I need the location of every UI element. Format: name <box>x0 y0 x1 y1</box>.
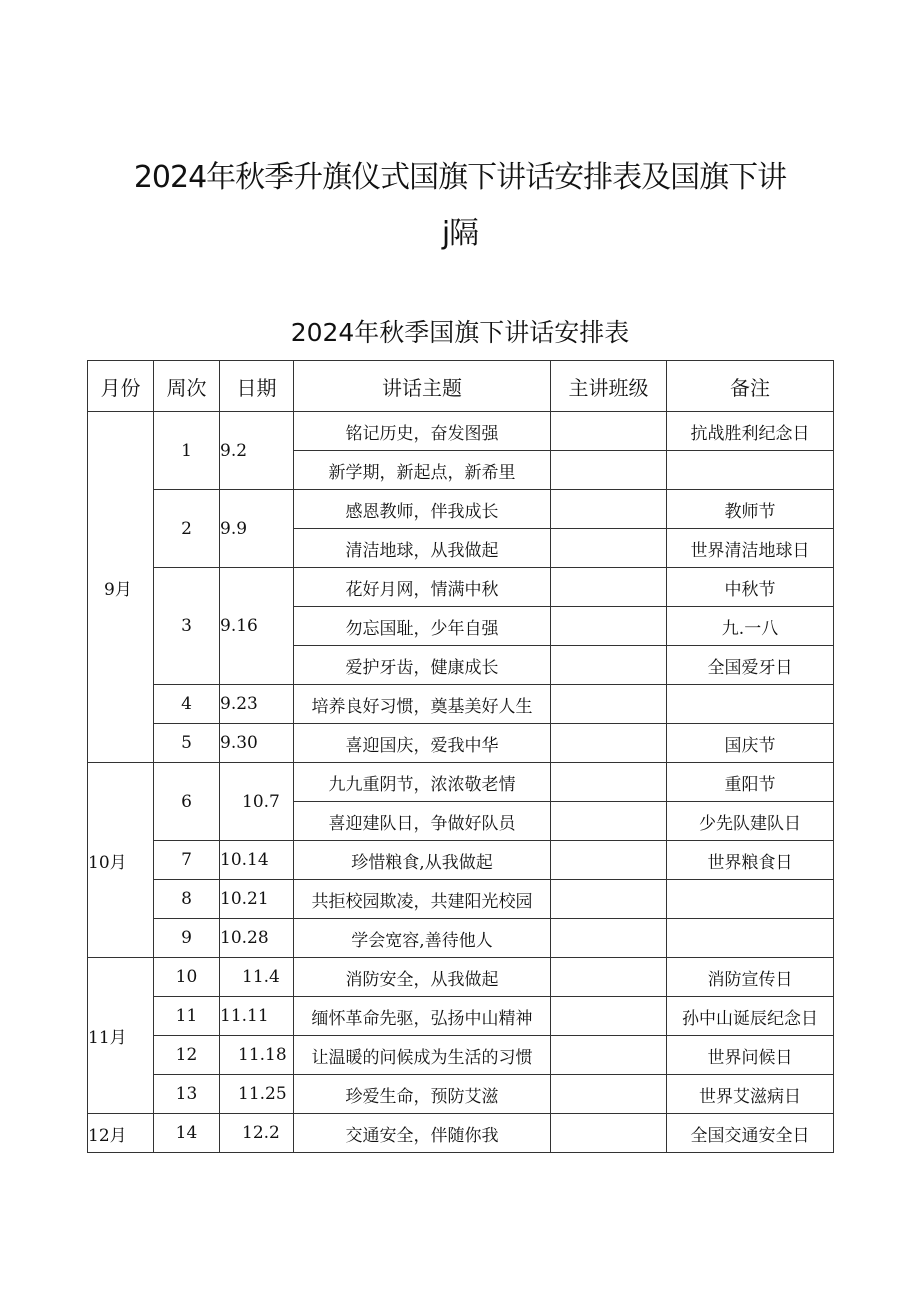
note-cell: 国庆节 <box>667 724 834 763</box>
note-cell: 世界艾滋病日 <box>667 1075 834 1114</box>
table-row <box>88 958 834 997</box>
note-cell: 世界粮食日 <box>667 841 834 880</box>
date-cell: 11.18 <box>220 1036 294 1075</box>
table-row <box>88 724 834 763</box>
note-cell: 抗战胜利纪念日 <box>667 412 834 451</box>
page-title-line-2: j隔 <box>441 216 479 251</box>
week-cell: 12 <box>154 1036 220 1075</box>
topic-cell: 九九重阴节，浓浓敬老情 <box>294 763 551 802</box>
week-cell: 4 <box>154 685 220 724</box>
table-row <box>88 685 834 724</box>
week-cell: 1 <box>154 412 220 490</box>
class-cell <box>551 802 667 841</box>
class-cell <box>551 763 667 802</box>
page-title-line-1: 2024年秋季升旗仪式国旗下讲话安排表及国旗下讲 <box>133 160 787 195</box>
week-cell: 2 <box>154 490 220 568</box>
note-cell: 重阳节 <box>667 763 834 802</box>
class-cell <box>551 1075 667 1114</box>
week-cell: 10 <box>154 958 220 997</box>
note-cell: 少先队建队日 <box>667 802 834 841</box>
date-cell: 11.11 <box>220 997 294 1036</box>
topic-cell: 喜迎国庆，爱我中华 <box>294 724 551 763</box>
topic-cell: 让温暖的问候成为生活的习惯 <box>294 1036 551 1075</box>
speech-schedule-table <box>87 360 834 1153</box>
table-row <box>88 490 834 529</box>
week-cell: 6 <box>154 763 220 841</box>
table-row <box>88 919 834 958</box>
topic-cell: 珍惜粮食,从我做起 <box>294 841 551 880</box>
topic-cell: 消防安全，从我做起 <box>294 958 551 997</box>
topic-cell: 爱护牙齿，健康成长 <box>294 646 551 685</box>
date-cell: 10.7 <box>220 763 294 841</box>
header-note: 备注 <box>667 361 834 412</box>
class-cell <box>551 919 667 958</box>
topic-cell: 缅怀革命先驱，弘扬中山精神 <box>294 997 551 1036</box>
class-cell <box>551 568 667 607</box>
topic-cell: 清洁地球，从我做起 <box>294 529 551 568</box>
topic-cell: 花好月网，情满中秋 <box>294 568 551 607</box>
date-cell: 9.2 <box>220 412 294 490</box>
header-topic: 讲话主题 <box>294 361 551 412</box>
date-cell: 12.2 <box>220 1114 294 1153</box>
date-cell: 9.23 <box>220 685 294 724</box>
note-cell <box>667 880 834 919</box>
note-cell: 世界清洁地球日 <box>667 529 834 568</box>
class-cell <box>551 880 667 919</box>
week-cell: 3 <box>154 568 220 685</box>
class-cell <box>551 958 667 997</box>
month-cell: 12月 <box>88 1114 154 1153</box>
month-cell: 11月 <box>88 958 154 1114</box>
note-cell <box>667 685 834 724</box>
topic-cell: 珍爱生命，预防艾滋 <box>294 1075 551 1114</box>
table-row <box>88 1114 834 1153</box>
class-cell <box>551 997 667 1036</box>
header-week: 周次 <box>154 361 220 412</box>
date-cell: 11.25 <box>220 1075 294 1114</box>
table-row <box>88 412 834 451</box>
date-cell: 10.21 <box>220 880 294 919</box>
class-cell <box>551 724 667 763</box>
week-cell: 5 <box>154 724 220 763</box>
table-row <box>88 1036 834 1075</box>
class-cell <box>551 529 667 568</box>
note-cell: 消防宣传日 <box>667 958 834 997</box>
month-cell: 10月 <box>88 763 154 958</box>
note-cell <box>667 919 834 958</box>
table-row <box>88 1075 834 1114</box>
date-cell: 10.14 <box>220 841 294 880</box>
date-cell: 10.28 <box>220 919 294 958</box>
class-cell <box>551 490 667 529</box>
header-class: 主讲班级 <box>551 361 667 412</box>
table-row <box>88 568 834 607</box>
note-cell: 九.一八 <box>667 607 834 646</box>
week-cell: 8 <box>154 880 220 919</box>
topic-cell: 共拒校园欺凌，共建阳光校园 <box>294 880 551 919</box>
topic-cell: 培养良好习惯，奠基美好人生 <box>294 685 551 724</box>
class-cell <box>551 412 667 451</box>
week-cell: 13 <box>154 1075 220 1114</box>
topic-cell: 勿忘国耻，少年自强 <box>294 607 551 646</box>
class-cell <box>551 685 667 724</box>
note-cell: 中秋节 <box>667 568 834 607</box>
topic-cell: 学会宽容,善待他人 <box>294 919 551 958</box>
table-row <box>88 997 834 1036</box>
date-cell: 9.16 <box>220 568 294 685</box>
topic-cell: 交通安全，伴随你我 <box>294 1114 551 1153</box>
week-cell: 7 <box>154 841 220 880</box>
topic-cell: 感恩教师，伴我成长 <box>294 490 551 529</box>
date-cell: 11.4 <box>220 958 294 997</box>
date-cell: 9.30 <box>220 724 294 763</box>
week-cell: 9 <box>154 919 220 958</box>
header-date: 日期 <box>220 361 294 412</box>
class-cell <box>551 1036 667 1075</box>
note-cell: 全国交通安全日 <box>667 1114 834 1153</box>
note-cell: 全国爱牙日 <box>667 646 834 685</box>
table-title: 2024年秋季国旗下讲话安排表 <box>290 318 630 347</box>
note-cell <box>667 451 834 490</box>
class-cell <box>551 607 667 646</box>
table-header-row <box>88 361 834 412</box>
note-cell: 孙中山诞辰纪念日 <box>667 997 834 1036</box>
table-row <box>88 880 834 919</box>
topic-cell: 新学期，新起点，新希里 <box>294 451 551 490</box>
class-cell <box>551 1114 667 1153</box>
class-cell <box>551 451 667 490</box>
header-month: 月份 <box>88 361 154 412</box>
table-row <box>88 841 834 880</box>
note-cell: 世界问候日 <box>667 1036 834 1075</box>
topic-cell: 铭记历史，奋发图强 <box>294 412 551 451</box>
class-cell <box>551 646 667 685</box>
week-cell: 11 <box>154 997 220 1036</box>
week-cell: 14 <box>154 1114 220 1153</box>
class-cell <box>551 841 667 880</box>
note-cell: 教师节 <box>667 490 834 529</box>
table-row <box>88 763 834 802</box>
date-cell: 9.9 <box>220 490 294 568</box>
month-cell: 9月 <box>88 412 154 763</box>
topic-cell: 喜迎建队日，争做好队员 <box>294 802 551 841</box>
